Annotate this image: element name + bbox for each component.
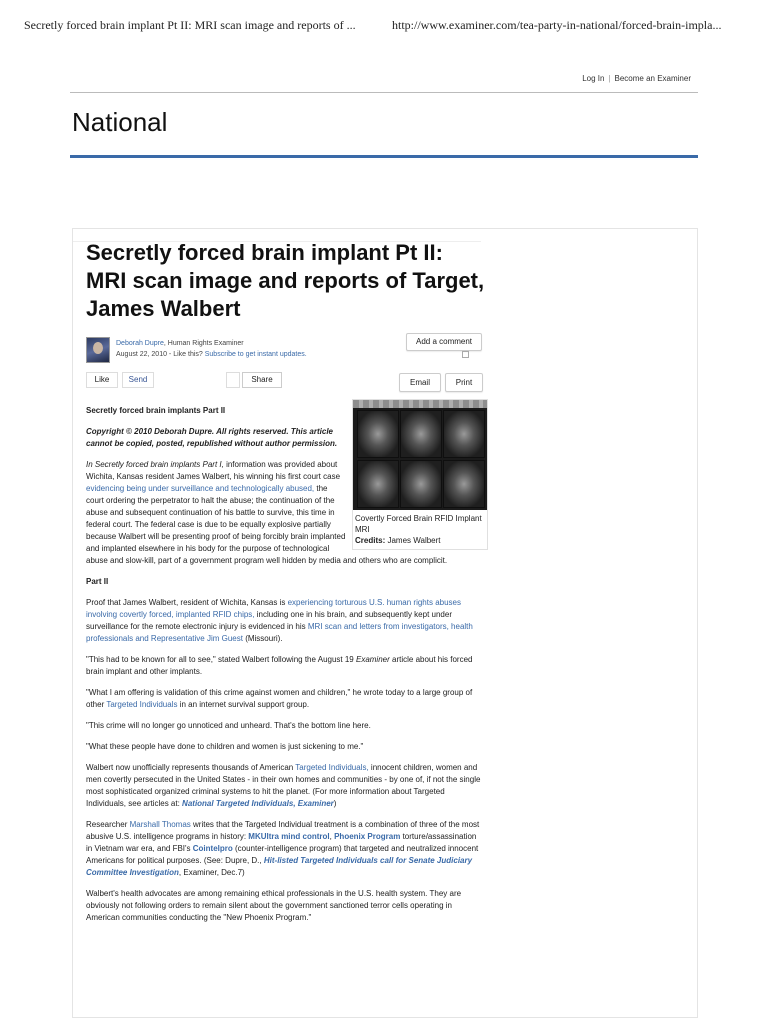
article-card [72, 228, 698, 1018]
p2-text-c: (Missouri). [242, 634, 283, 643]
publish-date: August 22, 2010 - Like this? [116, 351, 203, 358]
paragraph-7 [86, 762, 484, 810]
p7-link-1[interactable]: Targeted Individuals, [295, 763, 369, 772]
p1-text-a: information was provided about Wichita, Kansas resident James Walbert, his winning his first court case [86, 460, 341, 481]
article-headline: Secretly forced brain implant Pt II: MRI scan image and reports of Target, James Walbert [86, 240, 485, 321]
byline-text [116, 338, 307, 360]
print-button[interactable]: Print [445, 373, 483, 392]
p8-link-2[interactable]: MKUltra mind control [248, 832, 330, 841]
credits-label: Credits: [355, 536, 386, 545]
become-examiner-link[interactable]: Become an Examiner [614, 74, 691, 83]
p4-text-a: "What I am offering is validation of this crime against women and children," he wrote today to a large group of other [86, 688, 473, 709]
p8-link-5[interactable]: Hit-listed Targeted Individuals call for Senate Judiciary Committee Investigation [86, 856, 473, 877]
author-avatar[interactable] [86, 337, 110, 363]
paragraph-8 [86, 819, 484, 879]
article-subhead: Secretly forced brain implants Part II [86, 406, 226, 415]
divider: | [608, 74, 611, 83]
email-button[interactable]: Email [399, 373, 441, 392]
p8-link-4[interactable]: Cointelpro [192, 844, 233, 853]
print-page-title: Secretly forced brain implant Pt II: MRI scan image and reports of ... [24, 18, 356, 32]
paragraph-4 [86, 687, 484, 711]
p8-text-a: Researcher [86, 820, 130, 829]
p8-text-e: (counter-intelligence program) that targeted and neutralized innocent Americans for political purposes. (See: Dupre, D., [86, 844, 479, 865]
p1-text-b: the court ordering the perpetrator to halt the abuse; the continuation of the abuse and subsequent continuation of his battle to survive, this time in federal court. The federal case is due to be equally explosive partially because Walbert will be presenting proof of being forcibly brain implanted and implanted elsewhere in his body for the purpose of technological abuse and slow-kill, part of a government program well hidden by media and others who are complicit. [86, 484, 448, 565]
article-body [86, 405, 484, 933]
p8-link-1[interactable]: Marshall Thomas [129, 820, 191, 829]
login-link[interactable]: Log In [582, 74, 605, 83]
checkbox-icon[interactable] [462, 351, 469, 358]
p8-link-3[interactable]: Phoenix Program [334, 832, 401, 841]
p4-text-b: in an internet survival support group. [177, 700, 310, 709]
p8-text-f: , Examiner, Dec.7) [178, 868, 245, 877]
p3-text-b: article about his forced brain implant and other implants. [86, 655, 473, 676]
p2-link-2[interactable]: MRI scan and letters from investigators, health professionals and Representative Jim Guest [86, 622, 473, 643]
mri-scan-image[interactable] [353, 400, 487, 510]
paragraph-5: "This crime will no longer go unnoticed and unheard. That's the bottom line here. [86, 721, 371, 730]
section-rule [70, 155, 698, 158]
send-button[interactable]: Send [122, 372, 154, 388]
p8-text-b: writes that the Targeted Individual treatment is a combination of three of the most abusive U.S. intelligence programs in history: [86, 820, 480, 841]
paragraph-2 [86, 597, 484, 645]
p7-link-2[interactable]: National Targeted Individuals, Examiner [182, 799, 334, 808]
copyright-notice: Copyright © 2010 Deborah Dupre. All rights reserved. This article cannot be copied, posted, republished without author permission. [86, 427, 338, 448]
print-page-url: http://www.examiner.com/tea-party-in-national/forced-brain-impla... [392, 18, 722, 32]
figure-caption [353, 510, 487, 546]
section-title: National [72, 107, 168, 137]
p2-text-a: Proof that James Walbert, resident of Wichita, Kansas is [86, 598, 288, 607]
author-link[interactable]: Deborah Dupre [116, 340, 164, 347]
p3-em: Examiner [355, 655, 390, 664]
part-ii-heading: Part II [86, 577, 109, 586]
p4-link[interactable]: Targeted Individuals [106, 700, 178, 709]
share-count-box [226, 372, 240, 388]
like-label: Like [94, 375, 110, 384]
share-button[interactable]: Share [242, 372, 282, 388]
p2-link-1[interactable]: experiencing torturous U.S. human rights abuses involving covertly forced, implanted RFID chips, [86, 598, 461, 619]
p7-text-a: Walbert now unofficially represents thousands of American [86, 763, 296, 772]
credits-value: James Walbert [385, 536, 441, 545]
p3-text-a: "This had to be known for all to see," stated Walbert following the August 19 [86, 655, 356, 664]
paragraph-6: "What these people have done to children and women is just sickening to me." [86, 742, 364, 751]
subscribe-link[interactable]: Subscribe to get instant updates. [204, 351, 307, 358]
image-label-strip [353, 400, 487, 408]
like-button[interactable] [86, 372, 118, 388]
article-figure [352, 399, 488, 550]
author-role: , Human Rights Examiner [163, 340, 244, 347]
p1-link[interactable]: evidencing being under surveillance and technologically abused, [86, 484, 315, 493]
p7-text-c: ) [333, 799, 337, 808]
avatar-face [93, 342, 103, 354]
paragraph-9: Walbert's health advocates are among remaining ethical professionals in the U.S. health system. They are obviously not following orders to remain silent about the government sanctioned terror cells operating in American communities conducting the "New Phoenix Program." [86, 889, 462, 922]
caption-text: Covertly Forced Brain RFID Implant MRI [355, 514, 482, 534]
p8-text-c: , [329, 832, 335, 841]
p2-text-b: including one in his brain, and subsequently kept under surveillance for the remote electronic injury is evidenced in his [86, 610, 452, 631]
add-comment-button[interactable]: Add a comment [406, 333, 482, 351]
p1-lead: In Secretly forced brain implants Part I, [86, 460, 224, 469]
header-rule [70, 92, 698, 93]
p7-text-b: innocent children, women and men covertly persecuted in the United States - in their own homes and communities - by one of, if not the single most sophisticated organized criminal systems to hit the planet. (For more information about Targeted Individuals, see articles at: [86, 763, 481, 808]
p8-text-d: torture/assassination in Vietnam war era, and FBI's [86, 832, 477, 853]
paragraph-3 [86, 654, 484, 678]
account-links [582, 74, 691, 83]
